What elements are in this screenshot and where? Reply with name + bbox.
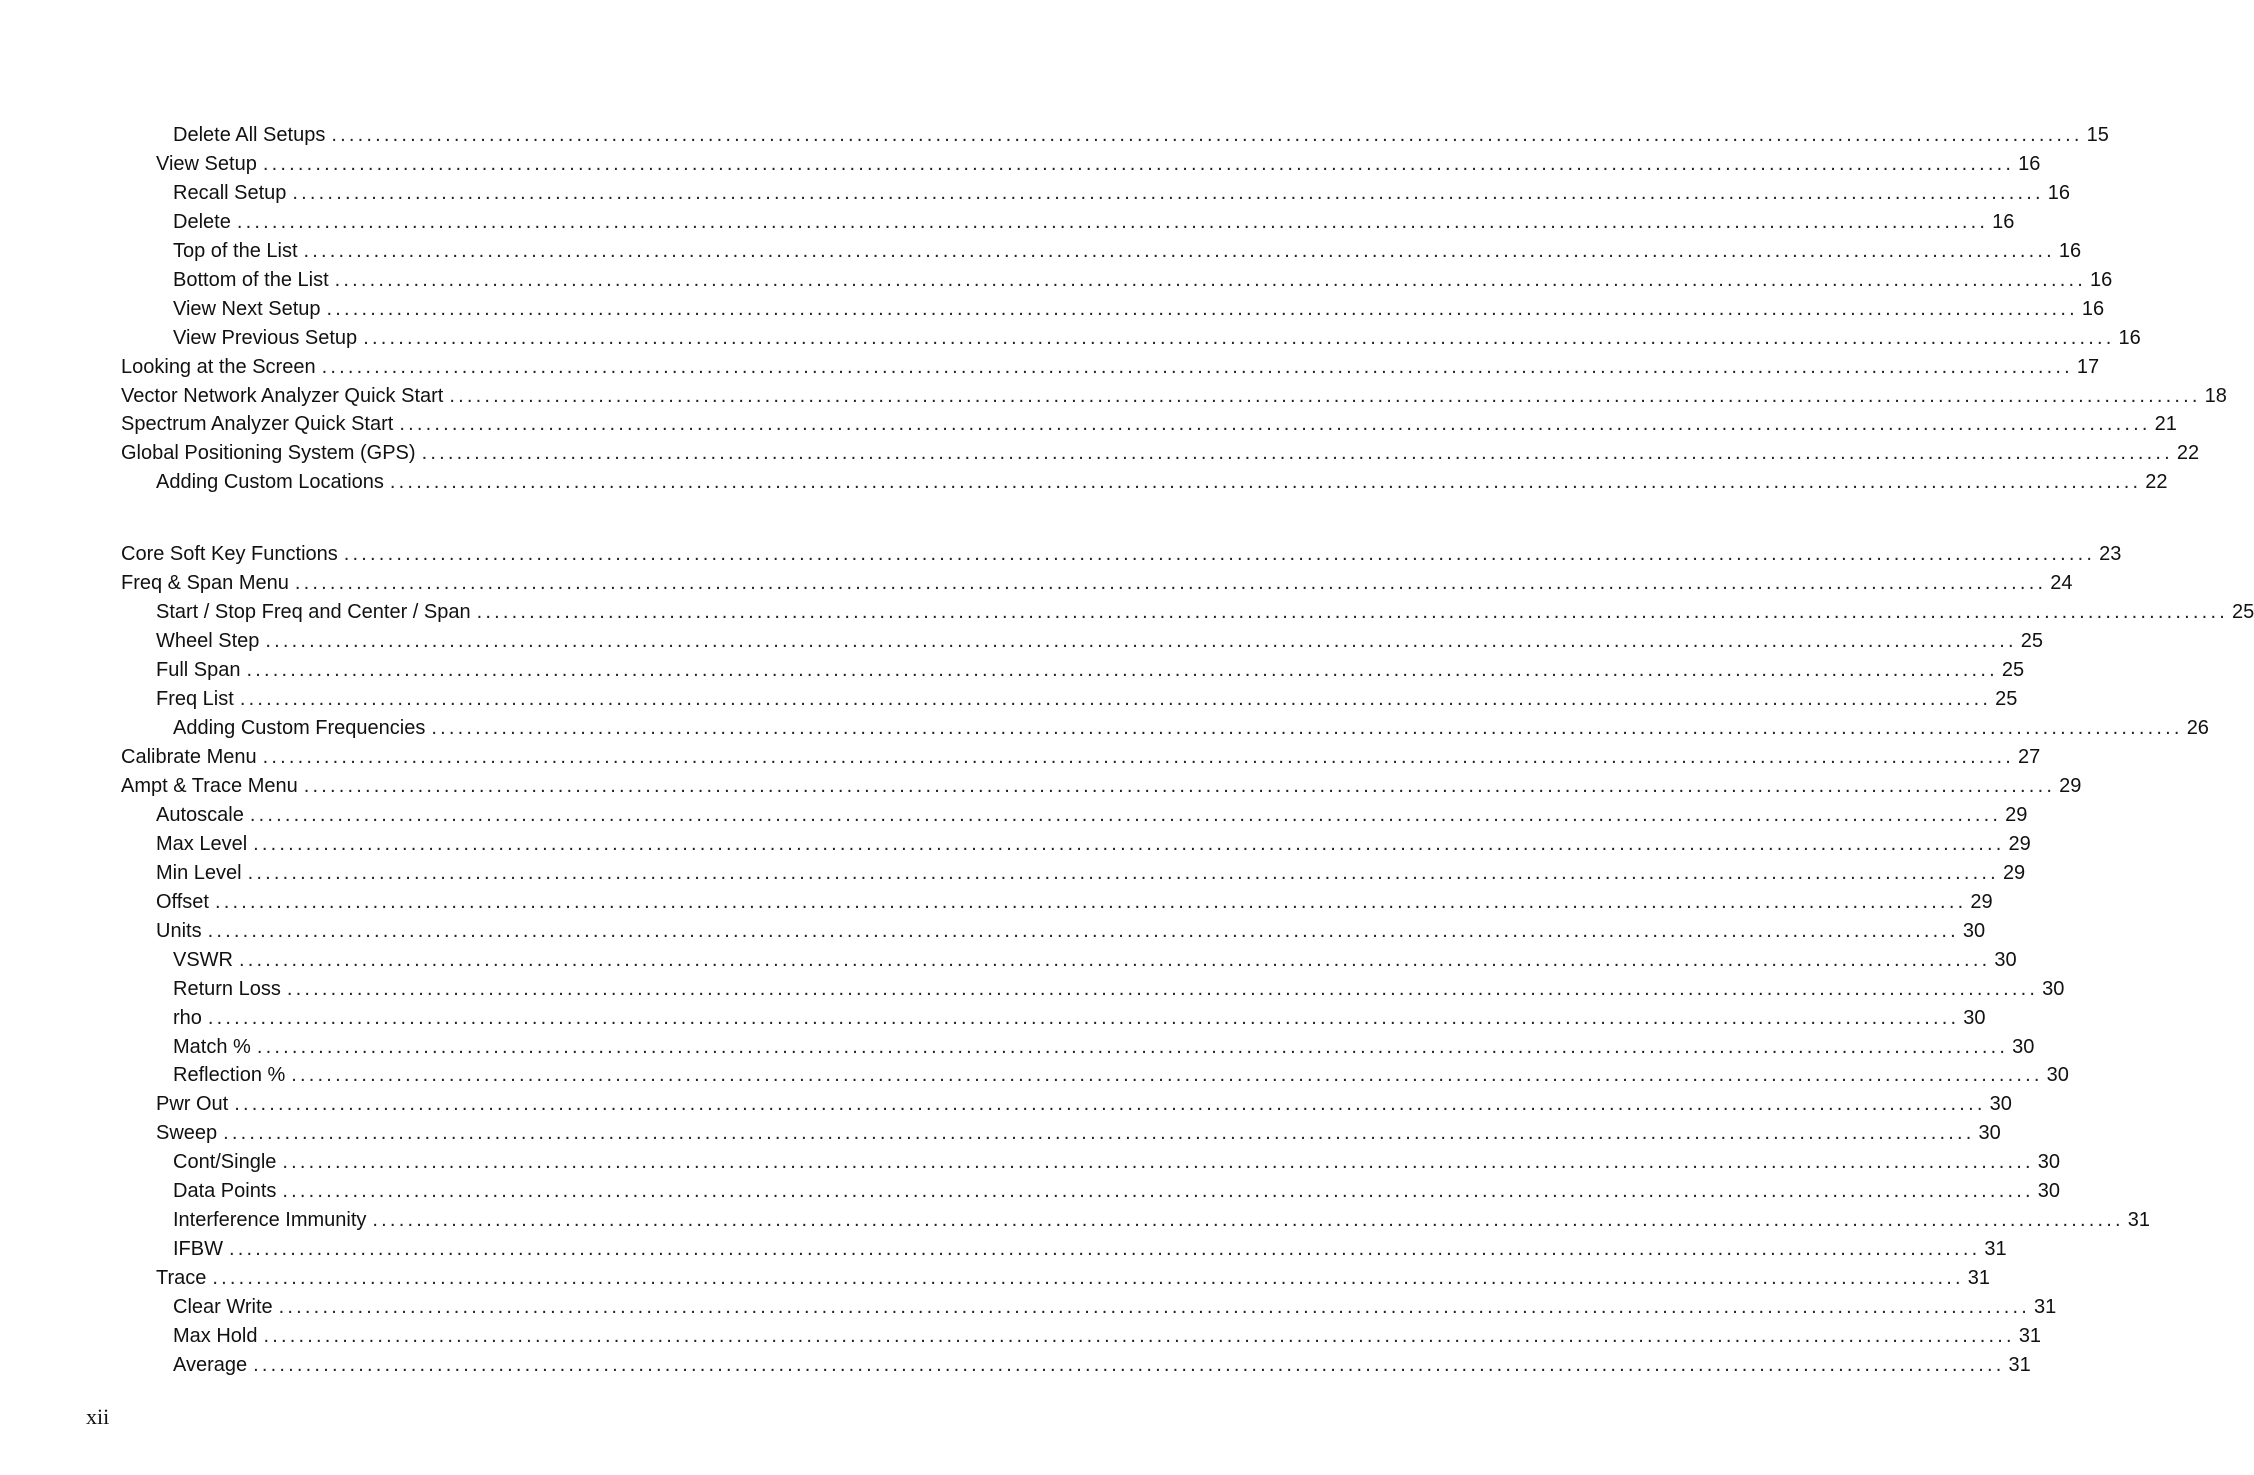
toc-entry-title: Reflection % <box>173 1064 286 1086</box>
toc-entry-page: 21 <box>2154 413 2177 435</box>
dot-leader: ........................................................................................................................................................................................................ <box>334 269 2086 291</box>
toc-entry[interactable] <box>121 775 2082 804</box>
toc-entry-page: 25 <box>2020 630 2043 652</box>
toc-entry[interactable] <box>121 356 2100 385</box>
toc-entry-title: Start / Stop Freq and Center / Span <box>156 601 471 623</box>
toc-entry-page: 31 <box>1984 1238 2007 1260</box>
toc-entry[interactable] <box>173 1296 2057 1325</box>
dot-leader: ........................................................................................................................................................................................................ <box>263 1325 2015 1347</box>
toc-entry[interactable] <box>173 1064 2069 1093</box>
toc-entry-page: 24 <box>2050 572 2073 594</box>
toc-entry-title: Cont/Single <box>173 1151 277 1173</box>
toc-entry-page: 22 <box>2176 442 2200 464</box>
dot-leader: ........................................................................................................................................................................................................ <box>239 688 1992 710</box>
toc-entry-page: 16 <box>1992 211 2015 233</box>
toc-entry[interactable] <box>173 1325 2042 1354</box>
toc-entry-title: IFBW <box>173 1238 223 1260</box>
dot-leader: ........................................................................................................................................................................................................ <box>372 1209 2124 1231</box>
toc-entry-page: 25 <box>2231 601 2254 623</box>
toc-entry-title: Global Positioning System (GPS) <box>121 442 416 464</box>
toc-entry-page: 16 <box>2018 153 2041 175</box>
toc-entry-page: 30 <box>2037 1180 2060 1202</box>
toc-entry-page: 30 <box>1994 949 2017 971</box>
toc-entry[interactable] <box>173 1180 2060 1209</box>
toc-entry[interactable] <box>173 1007 1986 1036</box>
toc-entry-title: VSWR <box>173 949 233 971</box>
dot-leader: ........................................................................................................................................................................................................ <box>303 775 2056 797</box>
toc-entry-title: Max Level <box>156 833 248 855</box>
toc-entry[interactable] <box>156 833 2031 862</box>
toc-entry-page: 16 <box>2118 327 2141 349</box>
toc-entry[interactable] <box>156 1267 1990 1296</box>
toc-entry-title: Calibrate Menu <box>121 746 257 768</box>
toc-entry-page: 31 <box>1967 1267 1990 1289</box>
toc-entry-title: Pwr Out <box>156 1093 229 1115</box>
toc-entry[interactable] <box>121 385 2227 414</box>
toc-entry-title: Match % <box>173 1036 251 1058</box>
toc-entry[interactable] <box>173 211 2015 240</box>
dot-leader: ........................................................................................................................................................................................................ <box>331 124 2083 146</box>
toc-entry-title: Core Soft Key Functions <box>121 543 338 565</box>
toc-entry-title: View Next Setup <box>173 298 321 320</box>
dot-leader: ........................................................................................................................................................................................................ <box>249 804 2002 826</box>
toc-entry-page: 29 <box>2002 862 2026 884</box>
dot-leader: ........................................................................................................................................................................................................ <box>363 327 2115 349</box>
toc-entry[interactable] <box>173 717 2209 746</box>
dot-leader: ........................................................................................................................................................................................................ <box>343 543 2096 565</box>
toc-entry-title: Min Level <box>156 862 242 884</box>
toc-entry-page: 17 <box>2076 356 2100 378</box>
toc-entry[interactable] <box>173 182 2070 211</box>
toc-entry-page: 18 <box>2204 385 2227 407</box>
dot-leader: ........................................................................................................................................................................................................ <box>234 1093 1986 1115</box>
toc-entry[interactable] <box>156 862 2026 891</box>
dot-leader: ........................................................................................................................................................................................................ <box>229 1238 1981 1260</box>
toc-entry-page: 25 <box>1995 688 2018 710</box>
toc-entry[interactable] <box>121 572 2073 601</box>
dot-leader: ........................................................................................................................................................................................................ <box>292 182 2044 204</box>
dot-leader: ........................................................................................................................................................................................................ <box>262 746 2014 768</box>
toc-entry-title: Recall Setup <box>173 182 287 204</box>
toc-entry-page: 29 <box>2059 775 2082 797</box>
toc-entry[interactable] <box>156 471 2168 500</box>
toc-entry-title: Bottom of the List <box>173 269 329 291</box>
toc-entry[interactable] <box>173 1036 2035 1065</box>
toc-entry-title: Ampt & Trace Menu <box>121 775 298 797</box>
toc-entry-page: 22 <box>2145 471 2168 493</box>
toc-entry-page: 16 <box>2058 240 2082 262</box>
toc-entry-title: Delete All Setups <box>173 124 326 146</box>
toc-entry[interactable] <box>156 630 2043 659</box>
toc-entry-title: Max Hold <box>173 1325 258 1347</box>
toc-entry-title: Clear Write <box>173 1296 273 1318</box>
dot-leader: ........................................................................................................................................................................................................ <box>421 442 2173 464</box>
toc-entry-page: 31 <box>2033 1296 2057 1318</box>
toc-entry-title: Top of the List <box>173 240 298 262</box>
toc-entry-title: rho <box>173 1007 202 1029</box>
toc-entry[interactable] <box>156 804 2028 833</box>
toc-entry-page: 30 <box>1978 1122 2001 1144</box>
dot-leader: ........................................................................................................................................................................................................ <box>247 862 1999 884</box>
dot-leader: ........................................................................................................................................................................................................ <box>207 1007 1960 1029</box>
dot-leader: ........................................................................................................................................................................................................ <box>278 1296 2030 1318</box>
toc-entry-page: 25 <box>2001 659 2025 681</box>
toc-entry-title: Full Span <box>156 659 241 681</box>
dot-leader: ........................................................................................................................................................................................................ <box>321 356 2073 378</box>
dot-leader: ........................................................................................................................................................................................................ <box>253 833 2005 855</box>
toc-entry-title: Return Loss <box>173 978 281 1000</box>
page-number: xii <box>86 1404 110 1429</box>
dot-leader: ........................................................................................................................................................................................................ <box>326 298 2078 320</box>
dot-leader: ........................................................................................................................................................................................................ <box>399 413 2151 435</box>
toc-entry[interactable] <box>156 688 2018 717</box>
toc-entry[interactable] <box>156 153 2041 182</box>
toc-entry[interactable] <box>156 1093 2012 1122</box>
toc-entry-title: Units <box>156 920 202 942</box>
dot-leader: ........................................................................................................................................................................................................ <box>253 1354 2005 1376</box>
toc-entry-page: 16 <box>2081 298 2105 320</box>
toc-entry-page: 30 <box>1963 1007 1986 1029</box>
toc-entry-title: Autoscale <box>156 804 244 826</box>
toc-entry[interactable] <box>173 1151 2060 1180</box>
toc-entry[interactable] <box>173 949 2017 978</box>
toc-entry-page: 30 <box>2042 978 2065 1000</box>
toc-entry[interactable] <box>121 413 2177 442</box>
toc-entry[interactable] <box>173 327 2141 356</box>
toc-entry[interactable] <box>121 746 2041 775</box>
toc-entry[interactable] <box>156 920 1986 949</box>
dot-leader: ........................................................................................................................................................................................................ <box>282 1180 2034 1202</box>
toc-entry-page: 29 <box>2008 833 2031 855</box>
toc-entry-title: View Setup <box>156 153 257 175</box>
dot-leader: ........................................................................................................................................................................................................ <box>389 471 2142 493</box>
toc-entry-title: Data Points <box>173 1180 277 1202</box>
toc-entry-title: Wheel Step <box>156 630 260 652</box>
toc-entry[interactable] <box>173 240 2082 269</box>
toc-entry-page: 31 <box>2008 1354 2031 1376</box>
toc-entry[interactable] <box>156 1122 2001 1151</box>
toc-entry[interactable] <box>173 1209 2150 1238</box>
toc-entry-title: Sweep <box>156 1122 218 1144</box>
dot-leader: ........................................................................................................................................................................................................ <box>291 1064 2043 1086</box>
toc-entry-page: 27 <box>2017 746 2041 768</box>
toc-entry-page: 29 <box>2005 804 2028 826</box>
dot-leader: ........................................................................................................................................................................................................ <box>449 385 2201 407</box>
dot-leader: ........................................................................................................................................................................................................ <box>207 920 1959 942</box>
toc-entry[interactable] <box>121 442 2200 471</box>
dot-leader: ........................................................................................................................................................................................................ <box>476 601 2228 623</box>
toc-entry-title: Trace <box>156 1267 207 1289</box>
toc-entry-title: Looking at the Screen <box>121 356 316 378</box>
toc-entry[interactable] <box>156 659 2025 688</box>
toc-entry[interactable] <box>173 298 2105 327</box>
dot-leader: ........................................................................................................................................................................................................ <box>262 153 2015 175</box>
dot-leader: ........................................................................................................................................................................................................ <box>294 572 2047 594</box>
dot-leader: ........................................................................................................................................................................................................ <box>212 1267 1964 1289</box>
dot-leader: ........................................................................................................................................................................................................ <box>286 978 2039 1000</box>
toc-entry[interactable] <box>156 601 2254 630</box>
dot-leader: ........................................................................................................................................................................................................ <box>223 1122 1975 1144</box>
dot-leader: ........................................................................................................................................................................................................ <box>236 211 1989 233</box>
toc-entry[interactable] <box>173 124 2109 153</box>
dot-leader: ........................................................................................................................................................................................................ <box>246 659 1998 681</box>
toc-entry-title: Freq List <box>156 688 234 710</box>
toc-entry-title: Offset <box>156 891 209 913</box>
toc-entry-title: Average <box>173 1354 248 1376</box>
toc-entry-page: 30 <box>2037 1151 2060 1173</box>
dot-leader: ........................................................................................................................................................................................................ <box>239 949 1991 971</box>
toc-entry[interactable] <box>173 1354 2031 1383</box>
toc-entry-page: 30 <box>1962 920 1986 942</box>
toc-entry-title: Delete <box>173 211 231 233</box>
toc-entry[interactable] <box>121 543 2122 572</box>
dot-leader: ........................................................................................................................................................................................................ <box>256 1036 2009 1058</box>
toc-entry-page: 16 <box>2047 182 2070 204</box>
toc-entry-page: 23 <box>2099 543 2122 565</box>
toc-entry-page: 30 <box>1989 1093 2012 1115</box>
toc-entry-page: 30 <box>2012 1036 2035 1058</box>
toc-entry[interactable] <box>173 269 2113 298</box>
toc-entry-title: Spectrum Analyzer Quick Start <box>121 413 394 435</box>
toc-entry-page: 31 <box>2018 1325 2042 1347</box>
toc-entry-title: Interference Immunity <box>173 1209 367 1231</box>
toc-entry-title: View Previous Setup <box>173 327 358 349</box>
dot-leader: ........................................................................................................................................................................................................ <box>215 891 1967 913</box>
toc-entry-title: Adding Custom Locations <box>156 471 384 493</box>
toc-entry[interactable] <box>156 891 1993 920</box>
toc-entry-page: 15 <box>2086 124 2109 146</box>
dot-leader: ........................................................................................................................................................................................................ <box>431 717 2183 739</box>
toc-entry-title: Freq & Span Menu <box>121 572 289 594</box>
toc-entry-title: Vector Network Analyzer Quick Start <box>121 385 444 407</box>
toc-entry[interactable] <box>173 1238 2007 1267</box>
toc-entry-page: 31 <box>2127 1209 2150 1231</box>
toc-entry-page: 26 <box>2186 717 2209 739</box>
toc-entry-page: 16 <box>2089 269 2113 291</box>
toc-entry-page: 29 <box>1970 891 1993 913</box>
dot-leader: ........................................................................................................................................................................................................ <box>303 240 2055 262</box>
toc-entry-title: Adding Custom Frequencies <box>173 717 426 739</box>
dot-leader: ........................................................................................................................................................................................................ <box>282 1151 2034 1173</box>
toc-entry[interactable] <box>173 978 2065 1007</box>
dot-leader: ........................................................................................................................................................................................................ <box>265 630 2017 652</box>
toc-entry-page: 30 <box>2046 1064 2069 1086</box>
